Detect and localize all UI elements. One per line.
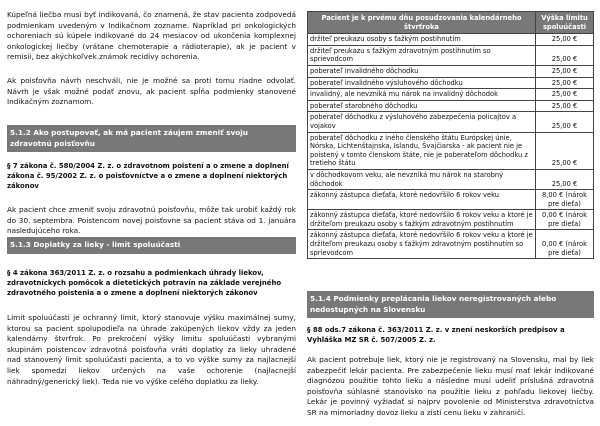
table-row — [308, 169, 594, 189]
cell-limit: 0,00 € (nárok pre dieťa) — [536, 210, 594, 230]
table-body — [308, 34, 594, 259]
cell-patient-group: poberateľ invalidného výsluhového dôchodku — [308, 77, 536, 89]
section-heading-5-1-4: 5.1.4 Podmienky preplácania liekov neregistrovaných alebo nedostupných na Slovensku — [307, 291, 594, 318]
section-heading-5-1-2: 5.1.2 Ako postupovať, ak má pacient záujem zmeniť svoju zdravotnú poisťovňu — [7, 125, 296, 152]
cell-limit: 25,00 € — [536, 77, 594, 89]
paragraph-change-insurer: Ak pacient chce zmeniť svoju zdravotnú poisťovňu, môže tak urobiť každý rok do 30. septembra. Poistencom novej poisťovne sa pacient stáva od 1. januára nasledujúceho roka. — [7, 205, 296, 236]
table-row — [308, 77, 594, 89]
cell-patient-group: držiteľ preukazu osoby s ťažkým postihnutím — [308, 34, 536, 46]
table-row — [308, 100, 594, 112]
cell-patient-group: poberateľ dôchodku z iného členského štátu Európskej únie, Nórska, Lichtenštajnska, Islandu, Švajčiarska - ak pacient nie je poistený v tomto členskom štáte, nie je poberateľom dôchodku z tretieho štátu — [308, 132, 536, 169]
cell-limit: 25,00 € — [536, 65, 594, 77]
cell-limit: 25,00 € — [536, 112, 594, 132]
paragraph-spa-indication: Kúpeľná liečba musí byť indikovaná, čo znamená, že stav pacienta zodpovedá podmienkam uvedeným v Indikačnom zozname. Napríklad pri onkologických ochoreniach sú kúpele indikované do 24 mesiacov od ukončenia komplexnej onkologickej liečby (vrátane chemoterapie a rádioterapie), ak je pacient v remisii, bez akýchkoľvek známok recidívy ochorenia. — [7, 10, 296, 62]
cell-limit: 25,00 € — [536, 132, 594, 169]
table-row — [308, 230, 594, 259]
header-limit-amount: Výška limitu spoluúčasti — [536, 12, 594, 34]
table-header-row — [308, 12, 594, 34]
cell-patient-group: zákonný zástupca dieťaťa, ktoré nedovŕšilo 6 rokov veku — [308, 190, 536, 210]
paragraph-unregistered-drugs: Ak pacient potrebuje liek, ktorý nie je registrovaný na Slovensku, mal by liek zabezpečiť lekár pacienta. Pre zabezpečenie lieku musí mať lekár indikované diagnózou použitie tohto lieku a následne musí udeliť príslušná zdravotná poisťovňa súhlasné stanovisko na použitie lieku z pohľadu liekovej liečby. Lekár je povinný vyžiadať si najprv povolenie od Ministerstva zdravotníctva SR na mimoriadny dovoz lieku a zistí cenu lieku v zahraničí. — [307, 355, 594, 417]
cell-patient-group: zákonný zástupca dieťaťa, ktoré nedovŕšilo 6 rokov veku a ktoré je držiteľom preukazu osoby s ťažkým zdravotným postihnutím so sprievodcom — [308, 230, 536, 259]
cell-patient-group: poberateľ starobného dôchodku — [308, 100, 536, 112]
table-row — [308, 65, 594, 77]
cell-patient-group: držiteľ preukazu s ťažkým zdravotným postihnutím so sprievodcom — [308, 45, 536, 65]
paragraph-appeal: Ak poisťovňa návrh neschváli, nie je možné sa proti tomu riadne odvolať. Návrh je však možné podať znovu, ak pacient spĺňa podmienky stanovené Indikačným zoznamom. — [7, 76, 296, 107]
cell-patient-group: zákonný zástupca dieťaťa, ktoré nedovŕšilo 6 rokov veku a ktoré je držiteľom preukazu osoby s ťažkým zdravotným postihnutím — [308, 210, 536, 230]
table-row — [308, 132, 594, 169]
table-row — [308, 45, 594, 65]
law-reference-5-1-2: § 7 zákona č. 580/2004 Z. z. o zdravotnom poistení a o zmene a doplnení zákona č. 95/2002 Z. z. o poisťovníctve a o zmene a doplnení niektorých zákonov — [7, 162, 289, 191]
cell-limit: 25,00 € — [536, 34, 594, 46]
cell-limit: 8,00 € (nárok pre dieťa) — [536, 190, 594, 210]
paragraph-copayment-limit: Limit spoluúčasti je ochranný limit, ktorý stanovuje výšku maximálnej sumy, ktorou sa pacient spolupodieľa na úhrade zakúpených liekov vždy za jeden kalendárny štvrťrok. Po prekročení výšky limitu spoluúčasti vybranými skupinám poistencov zdravotná poisťovňa vráti doplatky za lieky uhradené nad stanovený limit spoluúčasti pacienta, a to vo výške sumy za najlacnejší liek spomedzi liekov určených na vaše ochorenie (najlacnejší náhradný/generický liek). Teda nie vo výške celého doplatku za lieky. — [7, 313, 296, 386]
law-reference-5-1-4: § 88 ods.7 zákona č. 363/2011 Z. z. v znení neskorších predpisov a Vyhláška MZ SR č. 507/2005 Z. z. — [307, 326, 565, 345]
header-patient-group: Pacient je k prvému dňu posudzovania kalendárneho štvrťroka — [308, 12, 536, 34]
table-row — [308, 210, 594, 230]
cell-patient-group: poberateľ dôchodku z výsluhového zabezpečenia policajtov a vojakov — [308, 112, 536, 132]
table-row — [308, 34, 594, 46]
cell-limit: 25,00 € — [536, 45, 594, 65]
cell-limit: 25,00 € — [536, 100, 594, 112]
table-row — [308, 89, 594, 101]
copayment-limit-table — [307, 11, 594, 259]
table-row — [308, 112, 594, 132]
cell-limit: 25,00 € — [536, 169, 594, 189]
cell-patient-group: poberateľ invalidného dôchodku — [308, 65, 536, 77]
cell-limit: 0,00 € (nárok pre dieťa) — [536, 230, 594, 259]
cell-limit: 25,00 € — [536, 89, 594, 101]
section-heading-5-1-3: 5.1.3 Doplatky za lieky - limit spoluúčasti — [7, 237, 296, 254]
cell-patient-group: v dôchodkovom veku, ale nevzniká mu nárok na starobný dôchodok — [308, 169, 536, 189]
table-row — [308, 190, 594, 210]
law-reference-5-1-3: § 4 zákona 363/2011 Z. z. o rozsahu a podmienkach úhrady liekov, zdravotníckych pomôcok a dietetických potravín na základe verejného zdravotného poistenia a o zmene a doplnení niektorých zákonov — [7, 269, 282, 298]
cell-patient-group: invalidný, ale nevzniká mu nárok na invalidný dôchodok — [308, 89, 536, 101]
